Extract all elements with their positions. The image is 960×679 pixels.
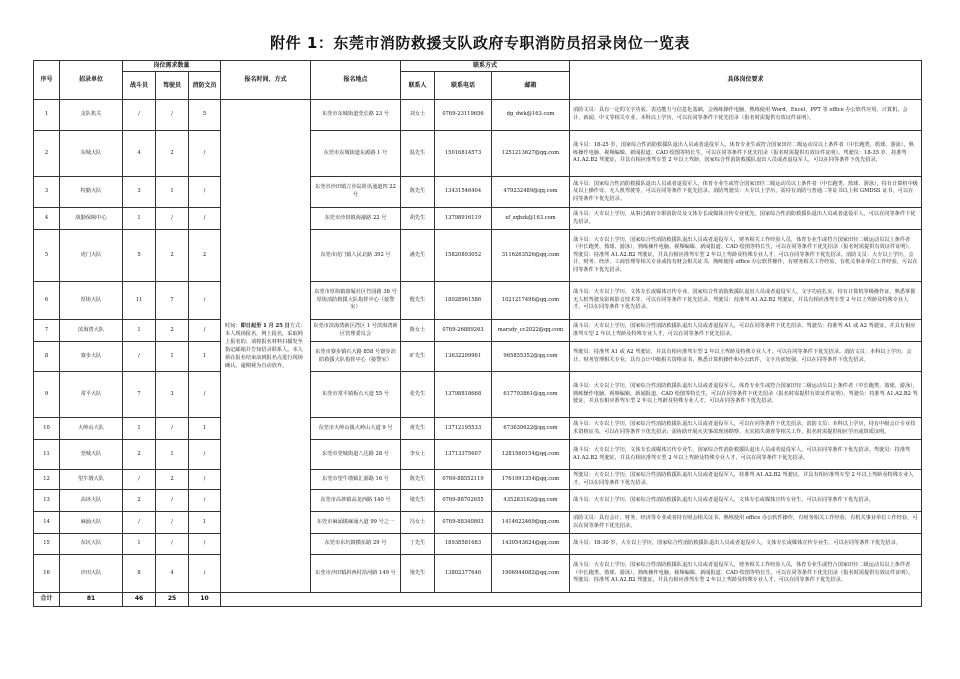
row-phone: 15016814573	[435, 131, 492, 177]
row-email: dg_dwk@163.com	[492, 100, 570, 131]
row-place: 东莞市东城街道莞长路 23 号	[311, 100, 401, 131]
row-requirements: 战斗员：大专以上学历，国家综合性消防救援队退出人员或者退役军人，体育专业生或符合国家田径二级运动员以上条件者（中长跑类、篮球、游泳），熟练操作电脑、视频编辑、新闻报道、CAD 绘图等特长生，可以在同等条件下优先招录（报名时需提供有效证件证明）。驾驶员：持准驾 A1.A2.B2 驾驶证，并具有相应准驾车型 2 年以上驾龄及特殊专业人才，可以在同等条件下优先招录。	[570, 372, 922, 418]
row-unit: 厚街大队	[60, 282, 123, 320]
signup-time-cell	[221, 100, 311, 593]
row-requirements: 消防文员：具有一定的文字功底、表达能力与信息化基础，会熟练操作电脑，熟练使用 Word、Excel、PPT 等 office 办公软件应用。计算机、会计、新闻、中文等相关专业、本科以上学历，可以在同等条件下优先招录（报名时需提供有效证件证明）。	[570, 100, 922, 131]
row-fighter-count: 2	[123, 490, 156, 512]
row-requirements: 战斗员：大专以上学历，国家综合性消防救援队退出人员或者退役军人，财务相关工作经验人员，体育专业生或符合国家田径二级运动员以上条件者（中长跑类、篮球、游泳），熟练操作电脑、视频编辑、新闻报道、CAD 绘图等特长生，可以在同等条件下优先招录（报名时需提供有效证件证明）。驾驶员：持准驾 A1.A2.B2 驾驶证，并具有相应准驾车型 2 年以上驾龄及特殊专业人才，可以在同等条件下优先招录。	[570, 555, 922, 593]
row-email: 1761991354@qq.com	[492, 470, 570, 490]
row-clerk-count: /	[189, 320, 221, 342]
header-driver: 驾驶员	[156, 72, 189, 100]
total-empty	[221, 593, 922, 607]
row-fighter-count: 1	[123, 534, 156, 555]
row-contact-person: 旷先生	[401, 342, 435, 372]
row-seq: 3	[34, 177, 60, 208]
row-requirements: 战斗员：大专以上学历，国家综合性消防救援队退出人员或者退役军人，可以在同等条件下优先招录。消防文员：本科以上学历，持有中级会计专业技术资格证书，可以在同等条件下优先招录；需协助开展火灾事故现场勘察、火灾损失调查等相关工作，报名时需提供相应学历或资质证明。	[570, 418, 922, 440]
header-contact-group: 联系方式	[401, 61, 570, 72]
row-place: 东莞市沙田镇斜西村沿河路 149 号	[311, 555, 401, 593]
header-signup-place: 报名地点	[311, 61, 401, 100]
row-unit: 莞城大队	[60, 440, 123, 470]
row-seq: 15	[34, 534, 60, 555]
row-email: 3116263526@qq.com	[492, 230, 570, 282]
row-contact-person: 殷先生	[401, 282, 435, 320]
table-row	[34, 177, 922, 208]
row-clerk-count: /	[189, 534, 221, 555]
row-fighter-count: /	[123, 512, 156, 534]
row-requirements: 战斗员：大专以上学历，国家综合性消防救援队退出人员或者退役军人，文体专长或媒体宣传专业生，可以在同等条件下优先招录。	[570, 490, 922, 512]
row-place: 东莞市东城街道东源路 1 号	[311, 131, 401, 177]
row-place: 东莞市高埗镇高龙西路 140 号	[311, 490, 401, 512]
row-unit: 东坑大队	[60, 534, 123, 555]
header-email: 邮箱	[492, 72, 570, 100]
signup-method: 方式：本人现场报名，网上报名，采取网上报名的，请将报名材料扫描发至指定邮箱并告知招录联系人。本人须在报名结束前到报名点进行现场确认，逾期视为自动放弃。	[225, 322, 306, 370]
table-row	[34, 555, 922, 593]
row-seq: 10	[34, 418, 60, 440]
row-email: 965855352@qq.com	[492, 342, 570, 372]
row-contact-person: 李女士	[401, 440, 435, 470]
row-requirements: 战斗员：国家综合性消防救援队退出人员或者退役军人，体育专业生或符合国家田径二级运动员以上条件者（中长跑类、篮球、游泳），持有计算机中级及以上操作证、无人机驾驶等，可以在同等条件下优先招录。消防驾驶员：大专以上学历，需持有消防与普通二等证书以上和 GMDSS 证书，可以在同等条件下优先招录。	[570, 177, 922, 208]
row-driver-count: 2	[156, 320, 189, 342]
row-phone: 0769-23119656	[435, 100, 492, 131]
row-driver-count: 2	[156, 230, 189, 282]
row-clerk-count: /	[189, 131, 221, 177]
header-demand-group: 岗位需求数量	[123, 61, 221, 72]
table-row	[34, 282, 922, 320]
row-requirements: 战斗员：大专以上学历，文体专长或媒体宣传专业、国家综合性消防救援队退出人员或者退役军人，文字功底扎实，持有计算机等级操作证，熟悉掌握无人机驾驶及影视影音技术等，可以在同等条件下优先招录。驾驶员：持准驾 A1.A2.B2 驾驶证，并具有相应准驾车型 2 年以上驾龄及特殊专业人才，可以在同等条件下优先招录。	[570, 282, 922, 320]
row-phone: 0769-88340803	[435, 512, 492, 534]
row-requirements: 战斗员：18-30 岁，大专以上学历，国家综合性消防救援队退出人员或者退役军人，文体专长或媒体宣传专业生，可以在同等条件下优先招录。	[570, 534, 922, 555]
row-driver-count: 1	[156, 342, 189, 372]
row-driver-count: 1	[156, 440, 189, 470]
total-row	[34, 593, 922, 607]
table-row	[34, 512, 922, 534]
row-clerk-count: /	[189, 282, 221, 320]
row-phone: 13798818668	[435, 372, 492, 418]
row-unit: 常平大队	[60, 372, 123, 418]
row-place: 东莞市厚街镇寮厦社区竹园路 38 号厚街消防救援大队指挥中心（接警室）	[311, 282, 401, 320]
row-fighter-count: 8	[123, 555, 156, 593]
signup-deadline: 即日起至 1 月 25 日	[240, 322, 290, 329]
row-driver-count: /	[156, 512, 189, 534]
row-phone: 15820893052	[435, 230, 492, 282]
table-row	[34, 418, 922, 440]
row-place: 东莞市望牛墩镇汇源路 16 号	[311, 470, 401, 490]
row-clerk-count: /	[189, 208, 221, 230]
row-unit: 高埗大队	[60, 490, 123, 512]
row-requirements: 战斗员：大专以上学历，国家综合性消防救援队退出人员或者退役军人，财务相关工作经验人员，体育专业生或符合国家田径二级运动员以上条件者（中长跑类、篮球、游泳），熟练操作电脑、视频编辑、新闻报道、CAD 绘图等特长生，可以在同等条件下优先招录（报名时需提供有效证件证明）。驾驶员：持准驾 A1.A2.B2 驾驶证，并具有相应准驾车型 2 年以上驾龄及特殊专业人才，可以在同等条件下优先招录。消防文员：大专以上学历，会计、财务、经济、工商管理等相关专业或持有财会相关证书，熟练使用 office 办公软件操作，有财务相关工作经验，有机关事业单位工作经验，可以在同等条件下优先招录。	[570, 230, 922, 282]
row-contact-person: 梁先生	[401, 490, 435, 512]
row-email: xf_zqbzk@163.com	[492, 208, 570, 230]
row-unit: 麻涌大队	[60, 512, 123, 534]
row-driver-count: /	[156, 490, 189, 512]
row-phone: 13632299961	[435, 342, 492, 372]
total-driver: 25	[156, 593, 189, 607]
row-driver-count: /	[156, 534, 189, 555]
row-requirements: 消防文员：具有会计、财务、经济等专业或者持有财会相关证书，熟练使用 office 办公软件操作，有财务相关工作经验，有机关事业单位工作经验，可以在同等条件下优先招录。	[570, 512, 922, 534]
row-seq: 9	[34, 372, 60, 418]
header-clerk: 消防文员	[189, 72, 221, 100]
row-requirements: 战斗员：大专以上学历，国家综合性消防救援队退出人员或者退役军人，可以在同等条件下优先招录。驾驶员：持准驾 A1 或 A2 驾驶证，并具有相应准驾车型 2 年以上驾龄及特殊专业人才，可以在同等条件下优先招录。	[570, 320, 922, 342]
total-clerk: 10	[189, 593, 221, 607]
row-unit: 东城大队	[60, 131, 123, 177]
table-row	[34, 342, 922, 372]
row-email: 435283162@qq.com	[492, 490, 570, 512]
row-contact-person: 张先生	[401, 372, 435, 418]
row-unit: 虎门大队	[60, 230, 123, 282]
row-place: 东莞市东坑镇横东路 29 号	[311, 534, 401, 555]
table-row	[34, 208, 922, 230]
row-phone: 13712195533	[435, 418, 492, 440]
row-contact-person: 陈先生	[401, 177, 435, 208]
row-driver-count: 2	[156, 470, 189, 490]
row-email: 617793861@qq.com	[492, 372, 570, 418]
row-contact-person: 潘先生	[401, 230, 435, 282]
table-row	[34, 534, 922, 555]
header-signup-time: 报名时间、方式	[221, 61, 311, 100]
row-unit: 支队机关	[60, 100, 123, 131]
header-requirements: 具体岗位要求	[570, 61, 922, 100]
total-sum: 81	[60, 593, 123, 607]
table-row	[34, 490, 922, 512]
row-email: 1251213627@qq.com	[492, 131, 570, 177]
row-seq: 1	[34, 100, 60, 131]
recruitment-table	[33, 60, 922, 607]
row-unit: 特勤大队	[60, 177, 123, 208]
row-fighter-count: 11	[123, 282, 156, 320]
row-seq: 5	[34, 230, 60, 282]
row-contact-person: 陈先生	[401, 470, 435, 490]
header-person: 联系人	[401, 72, 435, 100]
row-driver-count: 1	[156, 177, 189, 208]
row-email: 479232489@qq.com	[492, 177, 570, 208]
row-driver-count: 7	[156, 282, 189, 320]
row-fighter-count: /	[123, 342, 156, 372]
row-phone: 0769-26889263	[435, 320, 492, 342]
row-seq: 2	[34, 131, 60, 177]
row-fighter-count: /	[123, 470, 156, 490]
row-email: 1281560154@qq.com	[492, 440, 570, 470]
row-seq: 7	[34, 320, 60, 342]
table-row	[34, 100, 922, 131]
total-label: 合计	[34, 593, 60, 607]
row-phone: 18938581683	[435, 534, 492, 555]
table-row	[34, 230, 922, 282]
row-place: 东莞市莞城街道八达路 28 号	[311, 440, 401, 470]
row-place: 东莞市常平镇板石大道 55 号	[311, 372, 401, 418]
header-unit: 招录单位	[60, 61, 123, 100]
row-email: 673639622@qq.com	[492, 418, 570, 440]
row-fighter-count: 4	[123, 131, 156, 177]
row-place: 东莞市寮步镇石大路 858 号寮步消防救援大队指挥中心（接警室）	[311, 342, 401, 372]
row-fighter-count: 2	[123, 440, 156, 470]
row-phone: 18028961586	[435, 282, 492, 320]
row-place: 东莞市麻涌镇麻涌大道 99 号之一	[311, 512, 401, 534]
table-row	[34, 131, 922, 177]
row-email: 1906944082@qq.com	[492, 555, 570, 593]
row-fighter-count: 3	[123, 177, 156, 208]
row-email: 1021217496@qq.com	[492, 282, 570, 320]
header-fighter: 战斗员	[123, 72, 156, 100]
row-driver-count: /	[156, 100, 189, 131]
table-body	[34, 100, 922, 607]
row-requirements: 战斗员：大专以上学历，文体专长或媒体宣传专业生，国家综合性消防救援队退出人员或者退役军人，可以在同等条件下优先招录。驾驶员：持准驾 A1.A2.B2 驾驶证，并具有相应准驾车型 2 年以上驾龄及特殊专业人才，可以在同等条件下优先招录。	[570, 440, 922, 470]
row-email: 1430543624@qq.com	[492, 534, 570, 555]
row-unit: 大岭山大队	[60, 418, 123, 440]
table-row	[34, 320, 922, 342]
row-seq: 4	[34, 208, 60, 230]
row-driver-count: 2	[156, 131, 189, 177]
signup-time-prefix: 时间：	[225, 322, 241, 329]
row-contact-person: 冯女士	[401, 512, 435, 534]
table-row	[34, 470, 922, 490]
row-requirements: 战斗员：大专以上学历，从事过政府专职消防员及文体专长或媒体宣传专业优先，国家综合性消防救援队退出人员或者退役军人，可以在同等条件下优先招录。	[570, 208, 922, 230]
row-place: 东莞市沙田镇立沙岛阶讯通道四 22 号	[311, 177, 401, 208]
row-seq: 12	[34, 470, 60, 490]
row-unit: 滨海湾大队	[60, 320, 123, 342]
row-seq: 6	[34, 282, 60, 320]
row-seq: 8	[34, 342, 60, 372]
row-seq: 16	[34, 555, 60, 593]
row-clerk-count: /	[189, 470, 221, 490]
row-clerk-count: 1	[189, 512, 221, 534]
row-email: 1414622469@qq.com	[492, 512, 570, 534]
row-seq: 11	[34, 440, 60, 470]
row-driver-count: /	[156, 418, 189, 440]
row-clerk-count: 2	[189, 230, 221, 282]
row-phone: 13798916119	[435, 208, 492, 230]
row-unit: 寮步大队	[60, 342, 123, 372]
row-phone: 13802377646	[435, 555, 492, 593]
header-seq: 序号	[34, 61, 60, 100]
row-clerk-count: 1	[189, 342, 221, 372]
row-clerk-count: 5	[189, 100, 221, 131]
row-clerk-count: /	[189, 490, 221, 512]
row-place: 东莞市沙田镇海濠路 22 号	[311, 208, 401, 230]
row-unit: 战勤保障中心	[60, 208, 123, 230]
row-requirements: 驾驶员：持准驾 A1 或 A2 驾驶证，并具有相应准驾车型 2 年以上驾龄及特殊专业人才，可以在同等条件下优先招录。消防文员：本科以上学历，会计、财务管理相关专业，具有会计中级相关资格证书，熟悉计算机操作和办公软件，文字功底较强，可以在同等条件下优先招录。	[570, 342, 922, 372]
row-contact-person: 梁先生	[401, 555, 435, 593]
row-phone: 13713375607	[435, 440, 492, 470]
row-contact-person: 陈女士	[401, 320, 435, 342]
row-driver-count: 3	[156, 372, 189, 418]
row-contact-person: 黄先生	[401, 418, 435, 440]
row-fighter-count: 1	[123, 320, 156, 342]
row-fighter-count: /	[123, 100, 156, 131]
page-title: 附件 1：东莞市消防救援支队政府专职消防员招录岗位一览表	[270, 34, 690, 52]
header-phone: 联系电话	[435, 72, 492, 100]
row-contact-person: 刘女士	[401, 100, 435, 131]
row-requirements: 驾驶员：大专以上学历，国家综合性消防救援队退出人员或者退役军人，持准驾 A1.A2.B2 驾驶证，并具有相应准驾车型 2 年以上驾龄及特殊专业人才，可以在同等条件下优先招录。	[570, 470, 922, 490]
row-unit: 沙田大队	[60, 555, 123, 593]
row-seq: 14	[34, 512, 60, 534]
row-driver-count: 4	[156, 555, 189, 593]
row-clerk-count: /	[189, 555, 221, 593]
row-requirements: 战斗员：18-25 岁，国家综合性消防救援队退出人员或者退役军人，体育专业生或符合国家田径二级运动员以上条件者（中长跑类、篮球、游泳），熟练操作电脑、视频编辑、新闻报道、CAD 绘图等特长生，可以在同等条件下优先招录（报名时需提供有效证件证明）。驾驶员：18-35 岁，持准驾 A1.A2.B2 驾驶证，并具有相应准驾车型 2 年以上驾龄，国家综合性消防救援队退出人员或者退役军人，可以在同等条件下优先招录。	[570, 131, 922, 177]
total-fighter: 46	[123, 593, 156, 607]
row-clerk-count: 1	[189, 418, 221, 440]
row-contact-person: 丁先生	[401, 534, 435, 555]
row-clerk-count: /	[189, 440, 221, 470]
row-seq: 13	[34, 490, 60, 512]
row-contact-person: 胡先生	[401, 208, 435, 230]
row-place: 东莞市滨海湾新区湾区 1 号滨海湾新区管理委员会	[311, 320, 401, 342]
row-fighter-count: 5	[123, 230, 156, 282]
row-phone: 13431546404	[435, 177, 492, 208]
row-place: 东莞市虎门镇人民北路 392 号	[311, 230, 401, 282]
table-row	[34, 372, 922, 418]
row-driver-count: /	[156, 208, 189, 230]
row-fighter-count: 1	[123, 418, 156, 440]
row-phone: 0769-88552119	[435, 470, 492, 490]
row-place: 东莞市大岭山镇大岭山大道 9 号	[311, 418, 401, 440]
table-row	[34, 440, 922, 470]
row-phone: 0769-88702655	[435, 490, 492, 512]
row-clerk-count: /	[189, 372, 221, 418]
row-unit: 望牛墩大队	[60, 470, 123, 490]
row-email: marsdy_cc2022@qq.com	[492, 320, 570, 342]
row-fighter-count: 1	[123, 208, 156, 230]
row-fighter-count: 7	[123, 372, 156, 418]
row-contact-person: 温先生	[401, 131, 435, 177]
row-clerk-count: /	[189, 177, 221, 208]
